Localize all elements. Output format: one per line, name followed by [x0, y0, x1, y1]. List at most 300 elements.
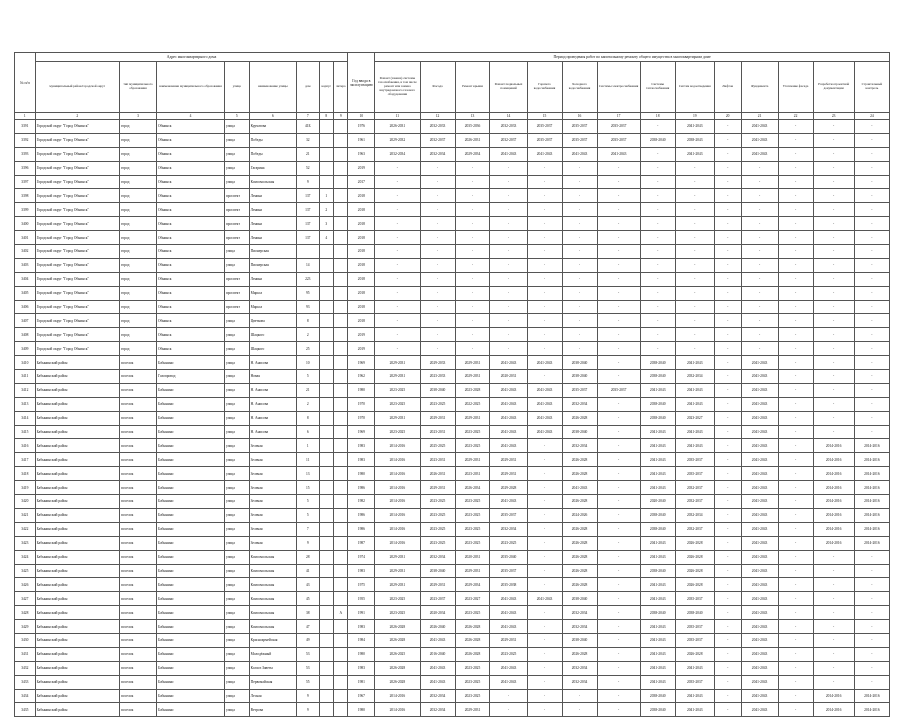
table-cell: -: [778, 425, 813, 439]
table-cell: [334, 383, 348, 397]
table-cell: [334, 564, 348, 578]
table-cell: Обнинск: [157, 147, 225, 161]
table-cell: Бабынино: [157, 661, 225, 675]
table-cell: 2023-2027: [455, 592, 490, 606]
table-cell: -: [714, 217, 741, 231]
table-cell: -: [778, 633, 813, 647]
table-cell: Обнинск: [157, 189, 225, 203]
table-cell: поселок: [119, 592, 156, 606]
table-cell: Городской округ "Город Обнинск": [35, 314, 119, 328]
table-cell: 2023-2025: [455, 675, 490, 689]
table-cell: 2026-2028: [455, 647, 490, 661]
table-cell: 2014-2016: [813, 439, 854, 453]
table-cell: Ленина: [249, 189, 296, 203]
table-cell: Бабынино: [157, 536, 225, 550]
table-cell: 1967: [348, 689, 375, 703]
table-cell: [334, 217, 348, 231]
table-cell: -: [375, 189, 420, 203]
table-cell: 2023-2027: [675, 411, 714, 425]
table-cell: -: [778, 703, 813, 717]
table-cell: -: [714, 703, 741, 717]
table-cell: -: [854, 258, 889, 272]
column-header: улица: [224, 62, 249, 113]
table-cell: -: [375, 314, 420, 328]
table-cell: 2029-2031: [375, 578, 420, 592]
table-cell: 2035-2037: [597, 383, 640, 397]
table-cell: -: [714, 231, 741, 245]
table-cell: 2014-2016: [375, 689, 420, 703]
table-row: [15, 203, 890, 217]
table-cell: 2041-2043: [741, 120, 778, 134]
table-cell: -: [527, 481, 562, 495]
table-cell: поселок: [119, 370, 156, 384]
table-cell: -: [813, 203, 854, 217]
table-cell: -: [420, 314, 455, 328]
table-cell: 2029-2031: [375, 356, 420, 370]
table-cell: город: [119, 328, 156, 342]
table-cell: поселок: [119, 703, 156, 717]
table-row: [15, 217, 890, 231]
table-cell: -: [714, 258, 741, 272]
table-cell: -: [778, 133, 813, 147]
table-cell: 2029-2031: [375, 550, 420, 564]
table-cell: Городской округ "Город Обнинск": [35, 286, 119, 300]
table-cell: 2041-2043: [675, 661, 714, 675]
table-cell: -: [854, 286, 889, 300]
table-cell: 3392: [15, 133, 36, 147]
table-cell: -: [778, 620, 813, 634]
table-cell: -: [597, 217, 640, 231]
table-cell: 3423: [15, 536, 36, 550]
table-cell: поселок: [119, 578, 156, 592]
table-row: [15, 272, 890, 286]
table-cell: 6: [296, 425, 319, 439]
table-cell: 2041-2043: [490, 592, 527, 606]
table-cell: -: [741, 258, 778, 272]
table-cell: -: [527, 231, 562, 245]
table-cell: 2041-2043: [420, 661, 455, 675]
table-cell: -: [597, 300, 640, 314]
table-cell: -: [714, 439, 741, 453]
table-cell: 2029-2031: [490, 633, 527, 647]
table-cell: -: [562, 689, 597, 703]
table-cell: город: [119, 203, 156, 217]
table-cell: -: [778, 272, 813, 286]
table-cell: 2023-2025: [420, 495, 455, 509]
table-cell: -: [854, 217, 889, 231]
table-cell: -: [778, 411, 813, 425]
table-cell: [319, 592, 333, 606]
table-cell: Городской округ "Город Обнинск": [35, 328, 119, 342]
table-cell: [319, 550, 333, 564]
table-cell: Зеленая: [249, 467, 296, 481]
table-cell: -: [420, 217, 455, 231]
table-cell: -: [597, 453, 640, 467]
table-cell: -: [854, 203, 889, 217]
column-header: Ремонт подвальных помещений: [490, 62, 527, 113]
table-cell: -: [714, 314, 741, 328]
table-cell: 2023-2025: [420, 536, 455, 550]
table-cell: Бабынинский район: [35, 411, 119, 425]
table-cell: -: [714, 522, 741, 536]
table-cell: 2032-2037: [420, 133, 455, 147]
table-cell: -: [714, 286, 741, 300]
table-cell: 2035-2040: [490, 550, 527, 564]
table-row: [15, 328, 890, 342]
table-cell: -: [778, 342, 813, 356]
table-cell: 1955: [348, 592, 375, 606]
table-cell: 3401: [15, 231, 36, 245]
table-cell: -: [455, 328, 490, 342]
table-cell: -: [420, 161, 455, 175]
table-cell: -: [375, 328, 420, 342]
table-cell: 3409: [15, 342, 36, 356]
column-number: 8: [319, 113, 333, 120]
table-row: [15, 189, 890, 203]
table-cell: -: [597, 578, 640, 592]
table-cell: -: [714, 536, 741, 550]
table-cell: улица: [224, 689, 249, 703]
table-cell: -: [714, 453, 741, 467]
table-row: [15, 689, 890, 703]
table-cell: улица: [224, 383, 249, 397]
group-header-row: [15, 53, 890, 62]
table-cell: [319, 495, 333, 509]
table-cell: 2032-2033: [420, 120, 455, 134]
table-cell: 3428: [15, 606, 36, 620]
table-cell: 2032-2037: [675, 481, 714, 495]
table-cell: -: [813, 328, 854, 342]
table-cell: 2041-2043: [640, 578, 675, 592]
table-cell: Обнинск: [157, 175, 225, 189]
table-cell: -: [490, 328, 527, 342]
table-cell: 21: [296, 383, 319, 397]
table-cell: улица: [224, 314, 249, 328]
table-cell: -: [813, 245, 854, 259]
table-cell: поселок: [119, 522, 156, 536]
table-cell: -: [778, 675, 813, 689]
table-cell: 2038-2040: [562, 592, 597, 606]
table-cell: -: [854, 606, 889, 620]
table-cell: Бабынинский район: [35, 703, 119, 717]
table-cell: 1961: [348, 133, 375, 147]
table-cell: [319, 620, 333, 634]
table-cell: -: [640, 217, 675, 231]
table-cell: -: [813, 231, 854, 245]
table-row: [15, 675, 890, 689]
table-cell: 2014-2016: [375, 703, 420, 717]
table-cell: поселок: [119, 689, 156, 703]
table-cell: -: [597, 397, 640, 411]
table-cell: -: [778, 467, 813, 481]
table-cell: [334, 689, 348, 703]
table-cell: улица: [224, 536, 249, 550]
table-cell: 3399: [15, 203, 36, 217]
table-cell: 2038-2043: [675, 133, 714, 147]
table-cell: -: [714, 120, 741, 134]
table-cell: 2026-2028: [455, 620, 490, 634]
table-cell: поселок: [119, 536, 156, 550]
table-cell: -: [675, 258, 714, 272]
table-cell: -: [778, 647, 813, 661]
table-cell: -: [490, 217, 527, 231]
table-cell: -: [527, 272, 562, 286]
table-cell: 2041-2043: [741, 411, 778, 425]
table-cell: -: [675, 231, 714, 245]
table-cell: улица: [224, 258, 249, 272]
table-cell: 3403: [15, 258, 36, 272]
table-cell: 2014-2016: [854, 689, 889, 703]
table-cell: -: [597, 703, 640, 717]
table-cell: Обнинск: [157, 161, 225, 175]
table-cell: -: [527, 647, 562, 661]
table-cell: 2041-2043: [490, 397, 527, 411]
table-cell: 2041-2043: [640, 425, 675, 439]
table-cell: поселок: [119, 425, 156, 439]
table-cell: 2023-2025: [375, 606, 420, 620]
table-cell: -: [675, 189, 714, 203]
table-cell: [319, 245, 333, 259]
table-cell: -: [562, 245, 597, 259]
table-cell: 1983: [348, 661, 375, 675]
table-cell: -: [455, 258, 490, 272]
table-cell: -: [420, 203, 455, 217]
table-cell: улица: [224, 703, 249, 717]
table-cell: -: [854, 161, 889, 175]
table-cell: улица: [224, 647, 249, 661]
table-cell: -: [714, 508, 741, 522]
table-cell: 2041-2043: [640, 633, 675, 647]
table-cell: город: [119, 314, 156, 328]
table-cell: 2041-2043: [420, 633, 455, 647]
table-cell: 2014-2016: [813, 495, 854, 509]
table-cell: -: [562, 328, 597, 342]
table-cell: 2038-2040: [640, 689, 675, 703]
table-cell: -: [490, 231, 527, 245]
column-header: Лифтов: [714, 62, 741, 113]
table-cell: 2029-2031: [455, 370, 490, 384]
table-cell: -: [813, 120, 854, 134]
table-cell: 2038-2040: [640, 522, 675, 536]
table-cell: Комсомольская: [249, 578, 296, 592]
table-cell: 1970: [348, 397, 375, 411]
column-number: 11: [375, 113, 420, 120]
table-cell: Первомайская: [249, 675, 296, 689]
table-cell: -: [597, 689, 640, 703]
table-cell: Обнинск: [157, 217, 225, 231]
table-cell: -: [527, 453, 562, 467]
table-cell: -: [562, 300, 597, 314]
table-cell: улица: [224, 411, 249, 425]
table-cell: улица: [224, 161, 249, 175]
table-cell: 1981: [348, 675, 375, 689]
table-cell: -: [854, 675, 889, 689]
table-cell: -: [597, 203, 640, 217]
table-cell: [319, 536, 333, 550]
table-cell: -: [562, 703, 597, 717]
table-cell: 3402: [15, 245, 36, 259]
table-cell: 2026-2028: [562, 578, 597, 592]
table-cell: поселок: [119, 397, 156, 411]
column-number: 15: [527, 113, 562, 120]
table-cell: 2041-2043: [741, 592, 778, 606]
table-cell: 2032-2034: [420, 550, 455, 564]
column-number: 19: [675, 113, 714, 120]
table-cell: 2014-2016: [854, 495, 889, 509]
table-cell: 2035-2037: [675, 592, 714, 606]
table-cell: 2041-2043: [527, 397, 562, 411]
table-cell: Бабынинский район: [35, 481, 119, 495]
table-cell: -: [714, 633, 741, 647]
table-cell: 2041-2043: [527, 356, 562, 370]
table-cell: 2032-2034: [420, 689, 455, 703]
table-cell: 2041-2043: [741, 633, 778, 647]
column-header: Ремонт крыши: [455, 62, 490, 113]
table-cell: 2032-2034: [675, 508, 714, 522]
table-cell: 2026-2028: [375, 633, 420, 647]
table-cell: -: [640, 245, 675, 259]
table-cell: -: [854, 300, 889, 314]
table-cell: поселок: [119, 453, 156, 467]
table-cell: 2041-2043: [741, 522, 778, 536]
table-cell: -: [778, 689, 813, 703]
table-cell: 2032-2033: [490, 120, 527, 134]
table-cell: 2018: [348, 314, 375, 328]
table-cell: улица: [224, 675, 249, 689]
table-cell: 2041-2043: [741, 383, 778, 397]
table-cell: 8: [296, 411, 319, 425]
table-cell: 1983: [348, 564, 375, 578]
table-cell: -: [527, 314, 562, 328]
table-cell: -: [527, 578, 562, 592]
table-cell: Обнинск: [157, 272, 225, 286]
table-cell: Обнинск: [157, 314, 225, 328]
table-cell: 2035-2037: [597, 133, 640, 147]
table-cell: 2023-2033: [420, 370, 455, 384]
table-row: [15, 120, 890, 134]
table-cell: Городской округ "Город Обнинск": [35, 120, 119, 134]
table-cell: 2041-2043: [640, 536, 675, 550]
table-cell: 2032-2034: [420, 147, 455, 161]
table-cell: 93: [296, 300, 319, 314]
table-cell: -: [597, 314, 640, 328]
table-cell: -: [778, 578, 813, 592]
table-cell: Маркса: [249, 286, 296, 300]
table-cell: -: [854, 356, 889, 370]
table-cell: 2014-2016: [375, 522, 420, 536]
column-header: Строительный контроль: [854, 62, 889, 113]
table-cell: 2026-2028: [675, 647, 714, 661]
table-cell: 2014-2016: [813, 453, 854, 467]
table-cell: -: [714, 425, 741, 439]
table-cell: -: [778, 550, 813, 564]
table-cell: 41Б: [296, 120, 319, 134]
table-cell: -: [778, 592, 813, 606]
table-cell: -: [490, 175, 527, 189]
table-cell: -: [714, 272, 741, 286]
table-cell: -: [778, 245, 813, 259]
table-cell: 2022-2025: [455, 397, 490, 411]
table-cell: 5: [296, 370, 319, 384]
table-cell: -: [854, 272, 889, 286]
table-cell: Зеленая: [249, 522, 296, 536]
table-cell: -: [455, 314, 490, 328]
table-cell: 2032-2037: [675, 522, 714, 536]
table-cell: -: [455, 231, 490, 245]
table-cell: Молодёжный: [249, 647, 296, 661]
table-cell: -: [778, 161, 813, 175]
table-cell: 2029-2031: [375, 370, 420, 384]
table-cell: -: [854, 620, 889, 634]
table-cell: -: [640, 300, 675, 314]
table-cell: 2014-2016: [813, 536, 854, 550]
table-cell: [334, 675, 348, 689]
table-cell: 2041-2043: [741, 133, 778, 147]
table-cell: 3429: [15, 620, 36, 634]
table-cell: 2041-2043: [675, 425, 714, 439]
table-cell: Бабынино: [157, 425, 225, 439]
table-cell: -: [778, 286, 813, 300]
table-cell: 3391: [15, 120, 36, 134]
table-cell: 53: [296, 661, 319, 675]
table-cell: 2029-2034: [455, 578, 490, 592]
table-row: [15, 397, 890, 411]
table-cell: Зеленая: [249, 536, 296, 550]
table-cell: Бабынинский район: [35, 383, 119, 397]
table-cell: 2026-2028: [675, 550, 714, 564]
table-cell: 9: [296, 536, 319, 550]
table-cell: [334, 397, 348, 411]
column-header: наименование муниципального образования: [157, 62, 225, 113]
table-cell: -: [778, 300, 813, 314]
table-cell: Бабынинский район: [35, 550, 119, 564]
table-cell: 2023-2031: [420, 425, 455, 439]
table-cell: -: [640, 175, 675, 189]
table-cell: -: [778, 522, 813, 536]
table-cell: Бабынино: [157, 411, 225, 425]
table-cell: -: [813, 370, 854, 384]
table-cell: улица: [224, 133, 249, 147]
column-number: 2: [35, 113, 119, 120]
table-cell: Комсомольская: [249, 620, 296, 634]
table-cell: [319, 453, 333, 467]
table-cell: -: [420, 245, 455, 259]
table-cell: Бабынино: [157, 592, 225, 606]
table-cell: город: [119, 286, 156, 300]
table-cell: 2041-2043: [640, 620, 675, 634]
table-row: [15, 495, 890, 509]
column-header: литера: [334, 62, 348, 113]
table-cell: Комсомольская: [249, 175, 296, 189]
table-cell: [319, 258, 333, 272]
table-cell: 1980: [348, 467, 375, 481]
table-cell: 2041-2043: [527, 411, 562, 425]
table-cell: Комсомольская: [249, 564, 296, 578]
table-cell: -: [675, 217, 714, 231]
table-cell: -: [778, 508, 813, 522]
table-cell: город: [119, 245, 156, 259]
table-cell: [319, 161, 333, 175]
table-cell: 2023-2031: [420, 453, 455, 467]
table-cell: 1969: [348, 356, 375, 370]
table-cell: -: [675, 314, 714, 328]
table-cell: 9: [296, 175, 319, 189]
table-cell: 2041-2043: [490, 606, 527, 620]
table-cell: 2041-2043: [562, 481, 597, 495]
table-cell: 1980: [348, 383, 375, 397]
table-cell: 2041-2043: [527, 383, 562, 397]
table-cell: Зеленая: [249, 439, 296, 453]
